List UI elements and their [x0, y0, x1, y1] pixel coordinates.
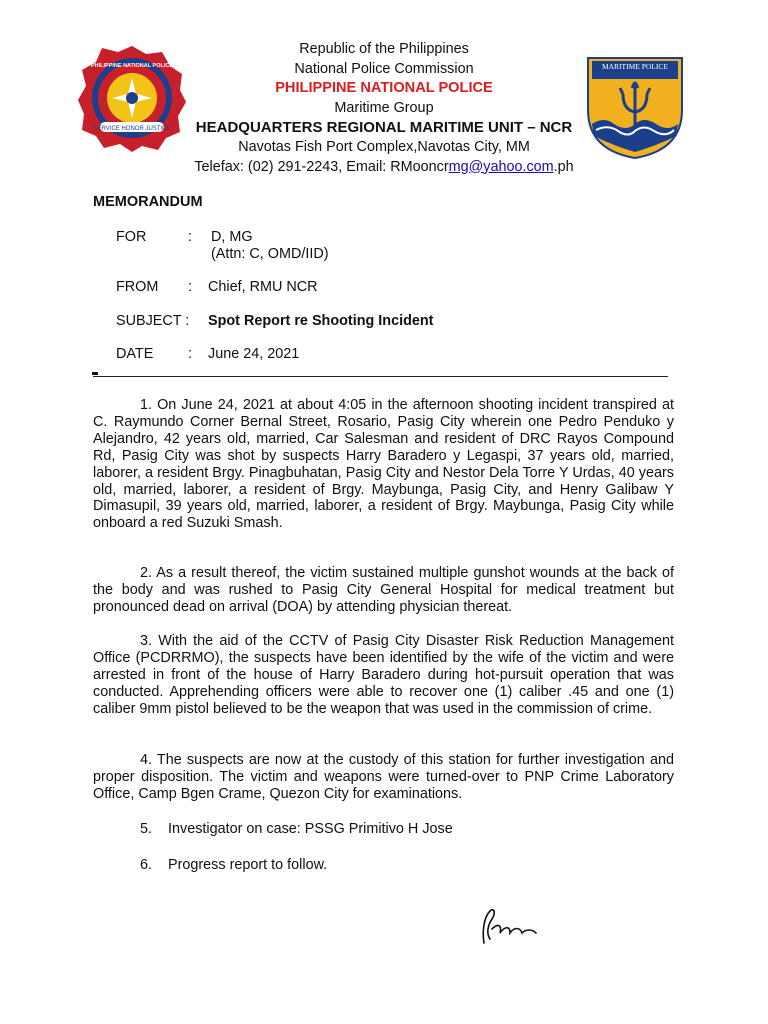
contact-line: [0, 158, 768, 178]
paragraph-1-text: 1. On June 24, 2021 at about 4:05 in the afternoon shooting incident transpired at C. Raymundo Corner Bernal Street, Rosario, Pasig City wherein one Pedro Penduko y Alejandro, 42 years old, married, Car Salesman and resident of DRC Rayos Compound Rd, Pasig City was shot by suspects Harry Baradero y Legaspi, 37 years old, married, laborer, a resident Brgy. Pinagbuhatan, Pasig City and Nestor Dela Torre Y Urdas, 40 years old, married, laborer, a resident of Brgy. Maybunga, Pasig City, and Henry Galibaw Y Dimasupil, 39 years old, married, laborer, a resident of Brgy. Maybunga, Pasig City while onboard a red Suzuki Smash.: [93, 397, 674, 532]
paragraph-3-text: 3. With the aid of the CCTV of Pasig City Disaster Risk Reduction Management Office (PCDRRMO), the suspects have been identified by the wife of the victim and were arrested in front of the house of Harry Baradero during hot-pursuit operation that was conducted. Apprehending officers were able to recover one (1) caliber .45 and one (1) caliber 9mm pistol believed to be the weapon that was used in the commission of crime.: [93, 633, 674, 717]
republic-line: Republic of the Philippines: [299, 41, 469, 57]
pnp-motto-text: SERVICE HONOR JUSTICE: [93, 126, 171, 132]
date-colon: :: [188, 346, 192, 362]
pnp-seal-text: PHILIPPINE NATIONAL POLICE: [91, 63, 173, 69]
from-colon: :: [188, 279, 192, 295]
contact-suffix: .ph: [553, 158, 574, 175]
subject-value: Spot Report re Shooting Incident: [208, 313, 434, 329]
from-label: FROM: [116, 279, 159, 295]
paragraph-4-text: 4. The suspects are now at the custody of this station for further investigation and proper disposition. The victim and weapons were turned-over to PNP Crime Laboratory Office, Camp Bgen Crame, Quezon City for examinations.: [93, 752, 674, 802]
email-link[interactable]: mg@yahoo.com: [448, 158, 554, 175]
for-colon: :: [188, 229, 192, 245]
contact-prefix: Telefax: (02) 291-2243, Email: RMooncr: [194, 158, 449, 175]
letterhead: [0, 40, 768, 177]
for-attn: (Attn: C, OMD/IID): [211, 246, 329, 262]
paragraph-2: [93, 565, 674, 616]
for-value: D, MG: [211, 229, 253, 245]
divider-mark: [92, 372, 98, 375]
paragraph-4: [93, 752, 674, 803]
paragraph-1: [93, 397, 674, 532]
group-line: Maritime Group: [334, 99, 434, 116]
date-value: June 24, 2021: [208, 346, 300, 362]
address-line: Navotas Fish Port Complex,Navotas City, MM: [238, 138, 530, 155]
paragraph-3: [93, 633, 674, 718]
maritime-badge-text: MARITIME POLICE: [601, 62, 669, 71]
agency-name: PHILIPPINE NATIONAL POLICE: [275, 80, 493, 97]
date-label: DATE: [116, 346, 154, 362]
from-value: Chief, RMU NCR: [208, 279, 318, 295]
unit-name: HEADQUARTERS REGIONAL MARITIME UNIT – NCR: [195, 119, 573, 137]
divider-line: [93, 376, 668, 377]
commission-line: National Police Commission: [294, 60, 474, 77]
subject-label: SUBJECT :: [116, 313, 190, 329]
for-label: FOR: [116, 229, 147, 245]
paragraph-5: 5. Investigator on case: PSSG Primitivo H Jose: [140, 821, 453, 837]
paragraph-2-text: 2. As a result thereof, the victim sustained multiple gunshot wounds at the back of the body and was rushed to Pasig City General Hospital for medical treatment but pronounced dead on arrival (DOA) by attending physician thereat.: [93, 565, 674, 615]
memo-title: MEMORANDUM: [93, 194, 203, 210]
paragraph-6: 6. Progress report to follow.: [140, 857, 328, 873]
handwritten-signature: [474, 903, 542, 951]
